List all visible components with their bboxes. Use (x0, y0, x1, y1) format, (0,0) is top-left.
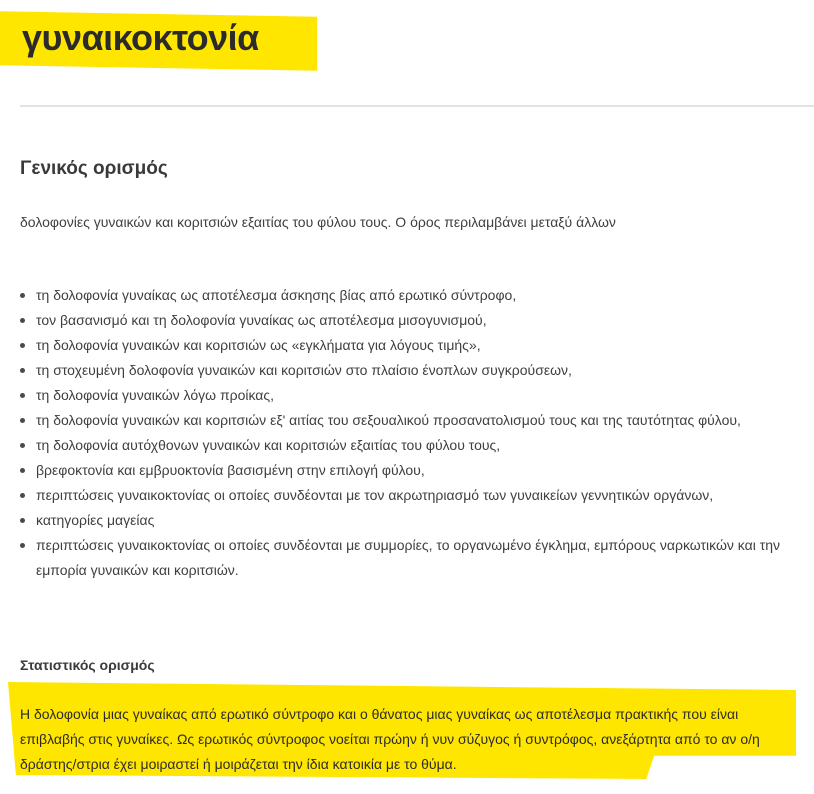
list-item-text: τη στοχευμένη δολοφονία γυναικών και κοριτσιών στο πλαίσιο ένοπλων συγκρούσεων, (36, 362, 572, 378)
list-item-text: τον βασανισμό και τη δολοφονία γυναίκας ως αποτέλεσμα μισογυνισμού, (36, 312, 487, 328)
list-item-text: τη δολοφονία γυναικών λόγω προίκας, (36, 387, 275, 403)
bullet-icon (20, 343, 25, 348)
list-item (20, 308, 810, 333)
list-item-text: κατηγορίες μαγείας (36, 512, 155, 528)
list-item (20, 458, 810, 483)
list-item (20, 358, 810, 383)
list-item (20, 508, 810, 533)
bullet-icon (20, 293, 25, 298)
bullet-icon (20, 518, 25, 523)
general-definition-intro: δολοφονίες γυναικών και κοριτσιών εξαιτίας του φύλου τους. Ο όρος περιλαμβάνει μεταξύ άλλων (20, 214, 616, 230)
bullet-icon (20, 443, 25, 448)
definition-list (20, 283, 810, 583)
divider (20, 105, 814, 107)
list-item (20, 433, 810, 458)
list-item (20, 283, 810, 308)
list-item (20, 533, 810, 583)
bullet-icon (20, 393, 25, 398)
list-item-text: τη δολοφονία γυναικών και κοριτσιών ως «εγκλήματα για λόγους τιμής», (36, 337, 481, 353)
list-item-text: περιπτώσεις γυναικοκτονίας οι οποίες συνδέονται με τον ακρωτηριασμό των γυναικείων γεννητικών οργάνων, (36, 487, 714, 503)
list-item-text: βρεφοκτονία και εμβρυοκτονία βασισμένη στην επιλογή φύλου, (36, 462, 425, 478)
bullet-icon (20, 493, 25, 498)
bullet-icon (20, 418, 25, 423)
bullet-icon (20, 543, 25, 548)
list-item-text: τη δολοφονία γυναικών και κοριτσιών εξ' αιτίας του σεξουαλικού προσανατολισμού τους και της ταυτότητας φύλου, (36, 412, 741, 428)
general-definition-heading: Γενικός ορισμός (20, 158, 168, 179)
list-item (20, 408, 810, 433)
list-item-text: περιπτώσεις γυναικοκτονίας οι οποίες συνδέονται με συμμορίες, το οργανωμένο έγκλημα, εμπόρους ναρκωτικών και την εμπορία γυναικών και κοριτσιών. (36, 537, 781, 578)
list-item (20, 483, 810, 508)
statistical-definition-heading: Στατιστικός ορισμός (20, 657, 155, 673)
page-title: γυναικοκτονία (22, 17, 259, 58)
bullet-icon (20, 318, 25, 323)
list-item (20, 383, 810, 408)
list-item (20, 333, 810, 358)
statistical-definition-text: Η δολοφονία μιας γυναίκας από ερωτικό σύντροφο και ο θάνατος μιας γυναίκας ως αποτέλεσμα πρακτικής που είναι επιβλαβής στις γυναίκες. Ως ερωτικός σύντροφος νοείται πρώην ή νυν σύζυγος ή συντρόφος, ανεξάρτητα από το αν ο/η δράστης/στρια έχει μοιραστεί ή μοιράζεται την ίδια κατοικία με το θύμα. (20, 706, 760, 772)
bullet-icon (20, 468, 25, 473)
list-item-text: τη δολοφονία γυναίκας ως αποτέλεσμα άσκησης βίας από ερωτικό σύντροφο, (36, 287, 517, 303)
list-item-text: τη δολοφονία αυτόχθονων γυναικών και κοριτσιών εξαιτίας του φύλου τους, (36, 437, 501, 453)
bullet-icon (20, 368, 25, 373)
